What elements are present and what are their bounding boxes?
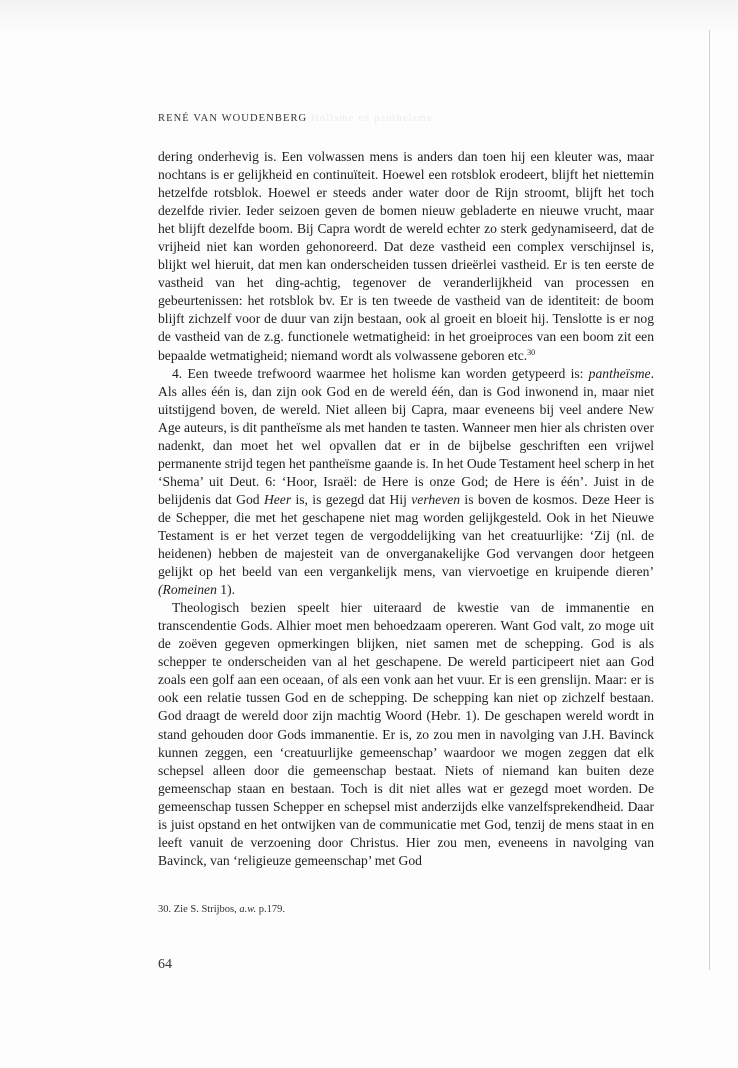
page-number: 64 [158, 957, 172, 972]
footnote-text-b: p.179. [256, 904, 285, 915]
scan-right-edge [709, 30, 710, 970]
paragraph-theology [158, 599, 654, 870]
emphasis-verheven: verheven [411, 491, 461, 507]
paragraph-2-text-c: is, is gezegd dat Hij [291, 491, 412, 507]
footnote-emphasis: a.w. [239, 904, 257, 915]
footnote-30 [158, 904, 285, 915]
emphasis-pantheisme: pantheïsme [588, 365, 651, 381]
footnote-text-a: 30. Zie S. Strijbos, [158, 904, 240, 915]
paragraph-2-text-d: is boven de kosmos. Deze Heer is de Schepper, die met het geschapene niet mag worden gelijkgesteld. Ook in het Nieuwe Testament is er het verzet tegen de vergoddelijking van het creatuurlijke: ‘Zij (nl. de heidenen) hebben de majesteit van de onverganakelijke God vervangen door hetgeen gelijkt op het beeld van een vergankelijk mens, van viervoetige en kruipende dieren’ [158, 491, 654, 580]
emphasis-romeinen: (Romeinen [158, 582, 217, 598]
paragraph-continuation [158, 148, 654, 365]
paragraph-pantheism [158, 365, 654, 600]
paragraph-3-text: Theologisch bezien speelt hier uiteraard de kwestie van de immanentie en transcendentie Gods. Alhier moet men behoedzaam opereren. Want God valt, zo moge uit de zoëven gegeven opmerkingen blijken, niet samen met de schepping. God is als schepper te onderscheiden van al het geschapene. De wereld participeert niet aan God zoals een golf aan een oceaan, of als een vonk aan het vuur. Er is een grenslijn. Maar: er is ook een relatie tussen God en de schepping. De schepping kan niet op zichzelf bestaan. God draagt de wereld door zijn machtig Woord (Hebr. 1). De geschapen wereld wordt in stand gehouden door Gods immanentie. Er is, zo zou men in navolging van J.H. Bavinck kunnen zeggen, een ‘creatuurlijke gemeenschap’ waardoor we mogen zeggen dat elk schepsel alleen door die gemeenschap bestaat. Niets of niemand kan buiten deze gemeenschap staan en bestaan. Toch is dit niet alles wat er gezegd moet worden. De gemeenschap tussen Schepper en schepsel mist anderzijds elke vanzelfsprekendheid. Daar is juist opstand en het ontwijken van de communicatie met God, tenzij de mens staat in en leeft vanuit de verzoening door Christus. Hier zou men, eveneens in navolging van Bavinck, van ‘religieuze gemeenschap’ met God [158, 600, 654, 868]
paragraph-1-text: dering onderhevig is. Een volwassen mens is anders dan toen hij een kleuter was, maar nochtans is er gelijkheid en continuïteit. Hoewel een rotsblok erodeert, blijft het niettemin hetzelfde rotsblok. Hoewel er steeds ander water door de Rijn stroomt, blijft het toch dezelfde rivier. Ieder seizoen geven de bomen nieuw gebladerte en nieuwe vrucht, maar het blijft dezelfde boom. Bij Capra wordt de wereld echter zo sterk gedynamiseerd, dat de vrijheid niet kan worden gehonoreerd. Dat deze vastheid een complex verschijnsel is, blijkt wel hieruit, dat men kan onderscheiden tussen drieërlei vastheid. Er is ten eerste de vastheid van het ding-achtig, tegenover de veranderlijkheid van processen en gebeurtenissen: het rotsblok bv. Er is ten tweede de vastheid van de identiteit: de boom blijft zichzelf voor de duur van zijn bestaan, ook al groeit en bloeit hij. Tenslotte is er nog de vastheid van de z.g. functionele wetmatigheid: in het groeiproces van een boom zit een bepaalde wetmatigheid; niemand wordt als volwassene geboren etc. [158, 149, 654, 363]
emphasis-heer: Heer [263, 491, 292, 507]
scan-top-edge [0, 0, 738, 36]
paragraph-2-text-b: . Als alles één is, dan zijn ook God en de wereld één, dan is God inwonend in, maar niet uitstijgend boven, de wereld. Niet alleen bij Capra, maar eveneens bij veel andere New Age auteurs, is dit pantheïsme als met handen te tasten. Wanneer men hier als christen over nadenkt, dan moet het wel opvallen dat er in de bijbelse geschriften een vrijwel permanente strijd tegen het pantheïsme gaande is. In het Oude Testament heel scherp in het ‘Shema’ uit Deut. 6: ‘Hoor, Israël: de Here is onze God; de Here is één’. Juist in de belijdenis dat God [158, 365, 654, 507]
paragraph-2-text-e: 1). [216, 582, 236, 598]
show-through-text: Holisme en pantheïsme [311, 113, 433, 124]
running-head-author: RENÉ VAN WOUDENBERG [158, 113, 308, 124]
paragraph-2-text-a: 4. Een tweede trefwoord waarmee het holisme kan worden getypeerd is: [172, 365, 589, 381]
body-text [158, 148, 654, 870]
footnote-reference: 30 [527, 347, 536, 357]
running-head [158, 113, 433, 124]
